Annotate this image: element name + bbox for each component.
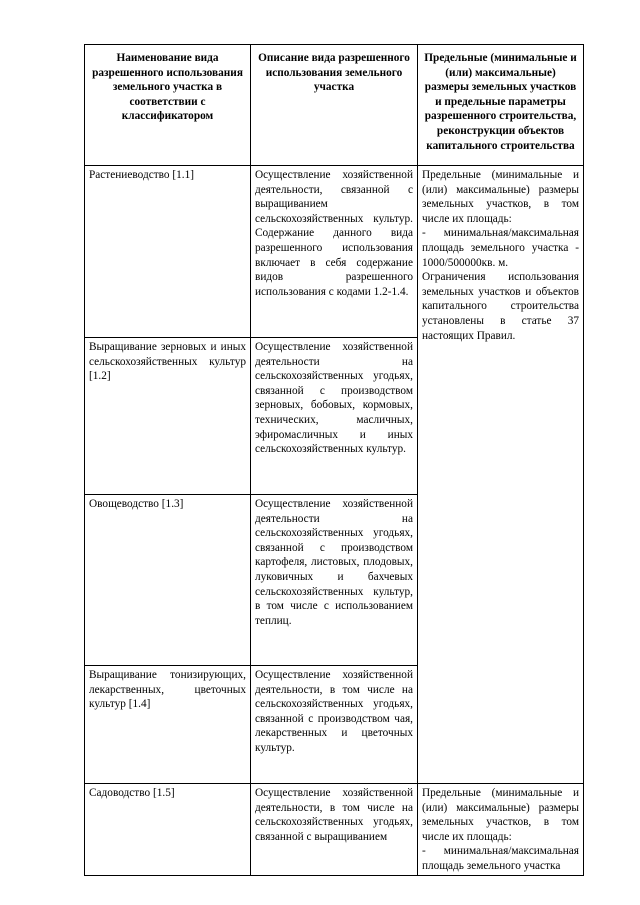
limits-area-item: - минимальная/максимальная площадь земельного участка - 1000/500000кв. м.: [422, 227, 579, 269]
limits-cell-group-1: [418, 166, 584, 784]
limits-cell-group-2: [418, 784, 584, 876]
table-row: [85, 784, 584, 876]
row-name-cell: Выращивание тонизирующих, лекарственных, цветочных культур [1.4]: [85, 666, 251, 784]
document-page: [84, 44, 583, 876]
land-use-table: [84, 44, 584, 876]
row-name-cell: Растениеводство [1.1]: [85, 166, 251, 338]
row-name-cell: Овощеводство [1.3]: [85, 495, 251, 666]
header-limits-column: Предельные (минимальные и (или) максимальные) размеры земельных участков и предельные параметры разрешенного строительства, реконструкции объектов капитального строительства: [418, 45, 584, 166]
limits-restriction-text: Ограничения использования земельных участков и объектов капитального строительства установлены в статье 37 настоящих Правил.: [422, 271, 579, 342]
row-name-cell: Садоводство [1.5]: [85, 784, 251, 876]
row-description-cell: Осуществление хозяйственной деятельности, в том числе на сельскохозяйственных угодьях, связанной с выращиванием: [251, 784, 418, 876]
limits-intro-text: Предельные (минимальные и (или) максимальные) размеры земельных участков, в том числе их площадь:: [422, 169, 579, 225]
limits-area-item: - минимальная/максимальная площадь земельного участка: [422, 845, 579, 872]
limits-intro-text: Предельные (минимальные и (или) максимальные) размеры земельных участков, в том числе их площадь:: [422, 787, 579, 843]
table-header-row: [85, 45, 584, 166]
row-description-cell: Осуществление хозяйственной деятельности на сельскохозяйственных угодьях, связанной с производством зерновых, бобовых, кормовых, технических, масличных, эфиромасличных и иных сельскохозяйственных культур.: [251, 338, 418, 495]
header-description-column: Описание вида разрешенного использования земельного участка: [251, 45, 418, 166]
row-name-cell: Выращивание зерновых и иных сельскохозяйственных культур [1.2]: [85, 338, 251, 495]
row-description-cell: Осуществление хозяйственной деятельности, связанной с выращиванием сельскохозяйственных культур. Содержание данного вида разрешенного использования включает в себя содержание видов разрешенного использования с кодами 1.2-1.4.: [251, 166, 418, 338]
row-description-cell: Осуществление хозяйственной деятельности на сельскохозяйственных угодьях, связанной с производством картофеля, листовых, плодовых, луковичных и бахчевых сельскохозяйственных культур, в том числе с использованием теплиц.: [251, 495, 418, 666]
header-name-column: Наименование вида разрешенного использования земельного участка в соответствии с классификатором: [85, 45, 251, 166]
row-description-cell: Осуществление хозяйственной деятельности, в том числе на сельскохозяйственных угодьях, связанной с производством чая, лекарственных и цветочных культур.: [251, 666, 418, 784]
table-row: [85, 166, 584, 338]
